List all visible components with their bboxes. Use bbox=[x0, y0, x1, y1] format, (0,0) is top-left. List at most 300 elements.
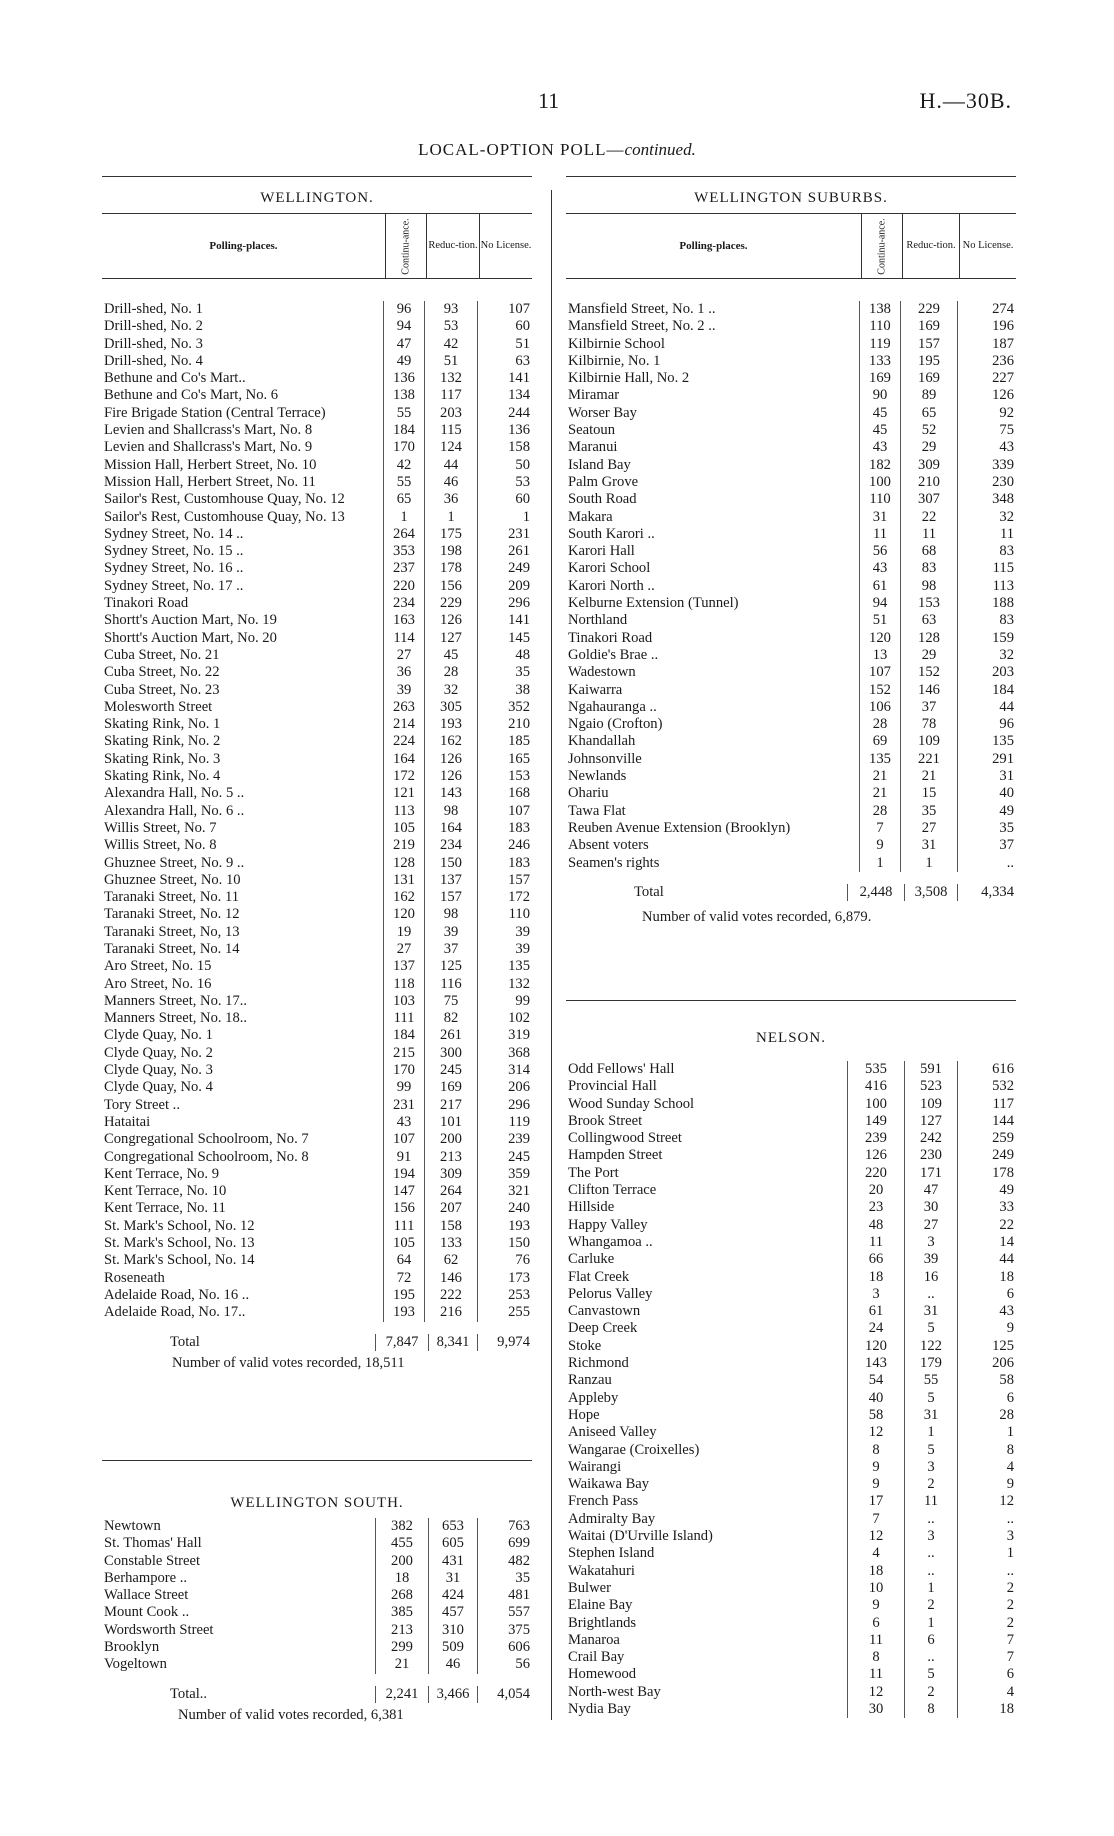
header-polling-places: Polling-places. bbox=[209, 239, 278, 252]
section-title: WELLINGTON SOUTH. bbox=[230, 1495, 404, 1511]
continuance-value: 118 bbox=[383, 976, 424, 993]
reduction-value: 1 bbox=[904, 1615, 957, 1632]
reduction-value: 242 bbox=[904, 1130, 957, 1147]
no-license-value: 43 bbox=[957, 439, 1016, 456]
table-row bbox=[102, 543, 532, 560]
reduction-value: 424 bbox=[428, 1587, 477, 1604]
polling-place-name: Skating Rink, No. 4 bbox=[104, 768, 221, 785]
no-license-value: 33 bbox=[957, 1199, 1016, 1216]
reduction-value: 45 bbox=[424, 647, 477, 664]
continuance-value: 119 bbox=[859, 336, 900, 353]
no-license-value: 38 bbox=[477, 682, 532, 699]
reduction-value: 51 bbox=[424, 353, 477, 370]
continuance-value: 263 bbox=[383, 699, 424, 716]
table-row bbox=[102, 889, 532, 906]
continuance-value: 43 bbox=[859, 560, 900, 577]
no-license-value: 14 bbox=[957, 1234, 1016, 1251]
no-license-value: 60 bbox=[477, 318, 532, 335]
reduction-value: 146 bbox=[900, 682, 957, 699]
no-license-value: 227 bbox=[957, 370, 1016, 387]
continuance-value: 152 bbox=[859, 682, 900, 699]
reduction-value: 221 bbox=[900, 751, 957, 768]
continuance-value: 110 bbox=[859, 491, 900, 508]
reduction-value: 591 bbox=[904, 1061, 957, 1078]
table-row bbox=[102, 768, 532, 785]
continuance-value: 31 bbox=[859, 509, 900, 526]
reduction-value: 55 bbox=[904, 1372, 957, 1389]
total-label: Total.. bbox=[170, 1685, 208, 1702]
continuance-value: 147 bbox=[383, 1183, 424, 1200]
table-row bbox=[566, 509, 1016, 526]
reduction-value: 15 bbox=[900, 785, 957, 802]
continuance-value: 220 bbox=[847, 1165, 904, 1182]
reduction-value: 156 bbox=[424, 578, 477, 595]
polling-place-name: Taranaki Street, No. 14 bbox=[104, 940, 240, 957]
table-row bbox=[566, 543, 1016, 560]
no-license-value: 35 bbox=[477, 1570, 532, 1587]
no-license-value: 1 bbox=[957, 1424, 1016, 1441]
title-continued: continued. bbox=[624, 140, 696, 159]
continuance-value: 43 bbox=[383, 1114, 424, 1131]
no-license-value: 135 bbox=[477, 958, 532, 975]
continuance-value: 169 bbox=[859, 370, 900, 387]
continuance-value: 231 bbox=[383, 1097, 424, 1114]
polling-place-name: Adelaide Road, No. 17.. bbox=[104, 1304, 246, 1321]
table-row bbox=[102, 647, 532, 664]
polling-place-name: Goldie's Brae .. bbox=[568, 646, 659, 663]
polling-place-name: Skating Rink, No. 2 bbox=[104, 733, 221, 750]
reduction-value: 309 bbox=[424, 1166, 477, 1183]
table-row bbox=[102, 1604, 532, 1621]
continuance-value: 64 bbox=[383, 1252, 424, 1269]
reduction-value: 1 bbox=[904, 1580, 957, 1597]
no-license-value: 359 bbox=[477, 1166, 532, 1183]
polling-place-name: Tinakori Road bbox=[104, 595, 189, 612]
continuance-value: 224 bbox=[383, 733, 424, 750]
continuance-value: 121 bbox=[383, 785, 424, 802]
polling-place-name: Aro Street, No. 16 bbox=[104, 975, 212, 992]
polling-place-name: Miramar bbox=[568, 387, 620, 404]
table-row bbox=[102, 837, 532, 854]
no-license-value: 40 bbox=[957, 785, 1016, 802]
polling-place-name: St. Mark's School, No. 12 bbox=[104, 1217, 255, 1234]
total-continuance: 2,241 bbox=[375, 1686, 428, 1703]
no-license-value: 239 bbox=[477, 1131, 532, 1148]
continuance-value: 9 bbox=[847, 1597, 904, 1614]
table-row bbox=[102, 1027, 532, 1044]
polling-place-name: South Karori .. bbox=[568, 525, 655, 542]
table-row bbox=[102, 1287, 532, 1304]
reduction-value: 169 bbox=[424, 1079, 477, 1096]
no-license-value: 209 bbox=[477, 578, 532, 595]
continuance-value: 18 bbox=[847, 1563, 904, 1580]
reduction-value: 229 bbox=[424, 595, 477, 612]
title-main: LOCAL-OPTION POLL— bbox=[418, 140, 625, 159]
polling-place-name: Clifton Terrace bbox=[568, 1182, 657, 1199]
polling-place-name: Kent Terrace, No. 10 bbox=[104, 1183, 227, 1200]
reduction-value: .. bbox=[904, 1545, 957, 1562]
polling-place-name: Cuba Street, No. 23 bbox=[104, 681, 220, 698]
table-row bbox=[566, 1442, 1016, 1459]
header-reduction: Reduc-tion. bbox=[902, 214, 959, 278]
table-row bbox=[566, 1147, 1016, 1164]
continuance-value: 17 bbox=[847, 1493, 904, 1510]
reduction-value: 63 bbox=[900, 612, 957, 629]
reduction-value: 124 bbox=[424, 439, 477, 456]
no-license-value: 56 bbox=[477, 1656, 532, 1673]
wellington-suburbs-section bbox=[566, 190, 1016, 926]
total-row bbox=[102, 1334, 532, 1351]
table-row bbox=[102, 1010, 532, 1027]
reduction-value: 83 bbox=[900, 560, 957, 577]
continuance-value: 42 bbox=[383, 457, 424, 474]
table-row bbox=[566, 336, 1016, 353]
polling-place-name: Northland bbox=[568, 612, 628, 629]
continuance-value: 138 bbox=[859, 301, 900, 318]
no-license-value: 39 bbox=[477, 941, 532, 958]
reduction-value: 109 bbox=[904, 1096, 957, 1113]
continuance-value: 61 bbox=[847, 1303, 904, 1320]
table-row bbox=[566, 439, 1016, 456]
table-row bbox=[102, 1062, 532, 1079]
table-row bbox=[102, 664, 532, 681]
no-license-value: 48 bbox=[477, 647, 532, 664]
continuance-value: 55 bbox=[383, 474, 424, 491]
table-row bbox=[102, 370, 532, 387]
continuance-value: 49 bbox=[383, 353, 424, 370]
polling-place-name: Molesworth Street bbox=[104, 698, 213, 715]
polling-place-name: Seamen's rights bbox=[568, 854, 660, 871]
continuance-value: 11 bbox=[847, 1632, 904, 1649]
polling-place-name: Cuba Street, No. 21 bbox=[104, 646, 220, 663]
continuance-value: 100 bbox=[847, 1096, 904, 1113]
reduction-value: 125 bbox=[424, 958, 477, 975]
continuance-value: 90 bbox=[859, 387, 900, 404]
table-row bbox=[566, 647, 1016, 664]
reduction-value: 146 bbox=[424, 1270, 477, 1287]
polling-place-name: Kilbirnie, No. 1 bbox=[568, 352, 661, 369]
table-row bbox=[102, 1183, 532, 1200]
polling-place-name: Ranzau bbox=[568, 1372, 612, 1389]
reduction-value: 305 bbox=[424, 699, 477, 716]
reduction-value: 68 bbox=[900, 543, 957, 560]
continuance-value: 7 bbox=[859, 820, 900, 837]
continuance-value: 535 bbox=[847, 1061, 904, 1078]
no-license-value: 11 bbox=[957, 526, 1016, 543]
no-license-value: 183 bbox=[477, 855, 532, 872]
continuance-value: 11 bbox=[859, 526, 900, 543]
no-license-value: 53 bbox=[477, 474, 532, 491]
table-row bbox=[566, 1407, 1016, 1424]
polling-place-name: Taranaki Street, No. 12 bbox=[104, 906, 240, 923]
no-license-value: 206 bbox=[957, 1355, 1016, 1372]
polling-place-name: Tawa Flat bbox=[568, 802, 626, 819]
continuance-value: 163 bbox=[383, 612, 424, 629]
continuance-value: 184 bbox=[383, 422, 424, 439]
table-row bbox=[566, 1666, 1016, 1683]
reduction-value: 53 bbox=[424, 318, 477, 335]
polling-place-name: Mansfield Street, No. 1 .. bbox=[568, 301, 716, 317]
reduction-value: 217 bbox=[424, 1097, 477, 1114]
continuance-value: 47 bbox=[383, 336, 424, 353]
polling-place-name: Hataitai bbox=[104, 1113, 151, 1130]
no-license-value: 187 bbox=[957, 336, 1016, 353]
continuance-value: 220 bbox=[383, 578, 424, 595]
table-header bbox=[102, 213, 532, 279]
reduction-value: 52 bbox=[900, 422, 957, 439]
no-license-value: 319 bbox=[477, 1027, 532, 1044]
no-license-value: 83 bbox=[957, 543, 1016, 560]
table-row bbox=[566, 664, 1016, 681]
reduction-value: 133 bbox=[424, 1235, 477, 1252]
no-license-value: 230 bbox=[957, 474, 1016, 491]
table-row bbox=[566, 630, 1016, 647]
polling-place-name: The Port bbox=[568, 1164, 619, 1181]
reduction-value: 158 bbox=[424, 1218, 477, 1235]
no-license-value: 183 bbox=[477, 820, 532, 837]
polling-place-name: Clyde Quay, No. 4 bbox=[104, 1079, 213, 1096]
continuance-value: 193 bbox=[383, 1304, 424, 1321]
reduction-value: 195 bbox=[900, 353, 957, 370]
section-title: NELSON. bbox=[756, 1030, 826, 1046]
continuance-value: 156 bbox=[383, 1200, 424, 1217]
table-row bbox=[102, 1079, 532, 1096]
continuance-value: 149 bbox=[847, 1113, 904, 1130]
polling-place-name: Nydia Bay bbox=[568, 1700, 631, 1717]
continuance-value: 4 bbox=[847, 1545, 904, 1562]
no-license-value: 1 bbox=[957, 1545, 1016, 1562]
reduction-value: 309 bbox=[900, 457, 957, 474]
table-row bbox=[566, 1269, 1016, 1286]
no-license-value: 44 bbox=[957, 1251, 1016, 1268]
polling-place-name: Happy Valley bbox=[568, 1216, 648, 1233]
no-license-value: .. bbox=[957, 1511, 1016, 1528]
reduction-value: 157 bbox=[900, 336, 957, 353]
table-row bbox=[102, 941, 532, 958]
continuance-value: 21 bbox=[375, 1656, 428, 1673]
reduction-value: 30 bbox=[904, 1199, 957, 1216]
polling-place-name: Sydney Street, No. 16 .. bbox=[104, 560, 244, 577]
reduction-value: 310 bbox=[428, 1622, 477, 1639]
reduction-value: 229 bbox=[900, 301, 957, 318]
polling-place-name: Sydney Street, No. 15 .. bbox=[104, 543, 244, 560]
continuance-value: 234 bbox=[383, 595, 424, 612]
polling-place-name: Kent Terrace, No. 9 bbox=[104, 1165, 220, 1182]
table-row bbox=[102, 751, 532, 768]
reduction-value: 203 bbox=[424, 405, 477, 422]
table-row bbox=[102, 491, 532, 508]
reduction-value: .. bbox=[904, 1286, 957, 1303]
polling-place-name: Wakatahuri bbox=[568, 1562, 635, 1579]
table-row bbox=[566, 1217, 1016, 1234]
reduction-value: 5 bbox=[904, 1390, 957, 1407]
polling-place-name: Bulwer bbox=[568, 1579, 611, 1596]
no-license-value: 126 bbox=[957, 387, 1016, 404]
continuance-value: 114 bbox=[383, 630, 424, 647]
polling-place-name: Mansfield Street, No. 2 .. bbox=[568, 318, 716, 335]
table-row bbox=[566, 1684, 1016, 1701]
reduction-value: 207 bbox=[424, 1200, 477, 1217]
table-row bbox=[566, 1632, 1016, 1649]
continuance-value: 21 bbox=[859, 785, 900, 802]
continuance-value: 353 bbox=[383, 543, 424, 560]
total-reduction: 3,466 bbox=[428, 1686, 477, 1703]
no-license-value: 481 bbox=[477, 1587, 532, 1604]
table-row bbox=[102, 526, 532, 543]
no-license-value: 259 bbox=[957, 1130, 1016, 1147]
no-license-value: 125 bbox=[957, 1338, 1016, 1355]
polling-place-name: St. Mark's School, No. 13 bbox=[104, 1235, 255, 1252]
page-number: 11 bbox=[538, 88, 560, 113]
continuance-value: 36 bbox=[383, 664, 424, 681]
reduction-value: 137 bbox=[424, 872, 477, 889]
table-row bbox=[566, 1580, 1016, 1597]
table-row bbox=[566, 1563, 1016, 1580]
table-row bbox=[102, 578, 532, 595]
no-license-value: 4 bbox=[957, 1459, 1016, 1476]
table-row bbox=[566, 612, 1016, 629]
no-license-value: 32 bbox=[957, 509, 1016, 526]
no-license-value: 246 bbox=[477, 837, 532, 854]
continuance-value: 194 bbox=[383, 1166, 424, 1183]
table-row bbox=[566, 1234, 1016, 1251]
no-license-value: 113 bbox=[957, 578, 1016, 595]
table-row bbox=[102, 1304, 532, 1321]
table-row bbox=[566, 1251, 1016, 1268]
header-no-license: No License. bbox=[959, 214, 1016, 278]
reduction-value: 126 bbox=[424, 612, 477, 629]
no-license-value: 296 bbox=[477, 1097, 532, 1114]
table-row bbox=[566, 1165, 1016, 1182]
table-row bbox=[102, 855, 532, 872]
no-license-value: 193 bbox=[477, 1218, 532, 1235]
table-row bbox=[102, 387, 532, 404]
no-license-value: 119 bbox=[477, 1114, 532, 1131]
polling-place-name: Fire Brigade Station (Central Terrace) bbox=[104, 404, 326, 421]
continuance-value: 111 bbox=[383, 1218, 424, 1235]
reduction-value: 11 bbox=[900, 526, 957, 543]
polling-place-name: Worser Bay bbox=[568, 404, 637, 421]
reduction-value: 32 bbox=[424, 682, 477, 699]
continuance-value: 126 bbox=[847, 1147, 904, 1164]
reduction-value: 210 bbox=[900, 474, 957, 491]
continuance-value: 20 bbox=[847, 1182, 904, 1199]
continuance-value: 56 bbox=[859, 543, 900, 560]
total-reduction: 3,508 bbox=[904, 884, 957, 901]
table-row bbox=[566, 1303, 1016, 1320]
no-license-value: 115 bbox=[957, 560, 1016, 577]
continuance-value: 105 bbox=[383, 1235, 424, 1252]
polling-place-name: Berhampore .. bbox=[104, 1569, 188, 1586]
table-row bbox=[566, 1338, 1016, 1355]
table-row bbox=[102, 405, 532, 422]
table-row bbox=[102, 457, 532, 474]
polling-place-name: Pelorus Valley bbox=[568, 1285, 653, 1302]
table-row bbox=[566, 1355, 1016, 1372]
continuance-value: 23 bbox=[847, 1199, 904, 1216]
polling-place-name: Karori North .. bbox=[568, 577, 655, 594]
reduction-value: 169 bbox=[900, 318, 957, 335]
reduction-value: 5 bbox=[904, 1320, 957, 1337]
continuance-value: 72 bbox=[383, 1270, 424, 1287]
column-divider bbox=[551, 190, 552, 1720]
no-license-value: 196 bbox=[957, 318, 1016, 335]
reduction-value: 605 bbox=[428, 1535, 477, 1552]
polling-place-name: Hope bbox=[568, 1406, 600, 1423]
continuance-value: 106 bbox=[859, 699, 900, 716]
table-row bbox=[102, 1639, 532, 1656]
reduction-value: 29 bbox=[900, 647, 957, 664]
continuance-value: 7 bbox=[847, 1511, 904, 1528]
table-row bbox=[566, 699, 1016, 716]
polling-place-name: Shortt's Auction Mart, No. 20 bbox=[104, 629, 277, 646]
no-license-value: 255 bbox=[477, 1304, 532, 1321]
reduction-value: 431 bbox=[428, 1553, 477, 1570]
polling-place-name: Karori School bbox=[568, 560, 651, 577]
reduction-value: 11 bbox=[904, 1493, 957, 1510]
no-license-value: 157 bbox=[477, 872, 532, 889]
total-row bbox=[566, 884, 1016, 901]
reduction-value: 175 bbox=[424, 526, 477, 543]
no-license-value: 4 bbox=[957, 1684, 1016, 1701]
table-row bbox=[102, 1587, 532, 1604]
no-license-value: .. bbox=[957, 1563, 1016, 1580]
continuance-value: 18 bbox=[375, 1570, 428, 1587]
no-license-value: 9 bbox=[957, 1320, 1016, 1337]
no-license-value: 75 bbox=[957, 422, 1016, 439]
polling-place-name: Waitai (D'Urville Island) bbox=[568, 1528, 713, 1545]
table-row bbox=[102, 958, 532, 975]
no-license-value: 18 bbox=[957, 1269, 1016, 1286]
table-row bbox=[102, 1131, 532, 1148]
polling-place-name: Stephen Island bbox=[568, 1545, 655, 1562]
no-license-value: 352 bbox=[477, 699, 532, 716]
table-row bbox=[566, 560, 1016, 577]
continuance-value: 12 bbox=[847, 1684, 904, 1701]
no-license-value: 63 bbox=[477, 353, 532, 370]
no-license-value: 210 bbox=[477, 716, 532, 733]
no-license-value: 141 bbox=[477, 370, 532, 387]
polling-place-name: Manners Street, No. 18.. bbox=[104, 1010, 248, 1027]
polling-place-name: Whangamoa .. bbox=[568, 1233, 653, 1250]
reduction-value: 75 bbox=[424, 993, 477, 1010]
no-license-value: 35 bbox=[957, 820, 1016, 837]
no-license-value: 96 bbox=[957, 716, 1016, 733]
polling-place-name: Brightlands bbox=[568, 1614, 637, 1631]
table-row bbox=[102, 1252, 532, 1269]
continuance-value: 184 bbox=[383, 1027, 424, 1044]
reduction-value: 153 bbox=[900, 595, 957, 612]
continuance-value: 1 bbox=[383, 509, 424, 526]
polling-place-name: Homewood bbox=[568, 1666, 637, 1683]
polling-place-name: Crail Bay bbox=[568, 1649, 625, 1666]
no-license-value: 699 bbox=[477, 1535, 532, 1552]
polling-place-name: Johnsonville bbox=[568, 750, 642, 767]
polling-place-name: Deep Creek bbox=[568, 1320, 638, 1337]
continuance-value: 133 bbox=[859, 353, 900, 370]
table-row bbox=[102, 785, 532, 802]
reduction-value: 3 bbox=[904, 1234, 957, 1251]
reduction-value: 3 bbox=[904, 1528, 957, 1545]
continuance-value: 12 bbox=[847, 1424, 904, 1441]
table-row bbox=[566, 1459, 1016, 1476]
table-row bbox=[566, 595, 1016, 612]
reduction-value: 44 bbox=[424, 457, 477, 474]
continuance-value: 45 bbox=[859, 405, 900, 422]
polling-place-name: Newtown bbox=[104, 1518, 161, 1534]
no-license-value: 50 bbox=[477, 457, 532, 474]
polling-place-name: Cuba Street, No. 22 bbox=[104, 664, 220, 681]
